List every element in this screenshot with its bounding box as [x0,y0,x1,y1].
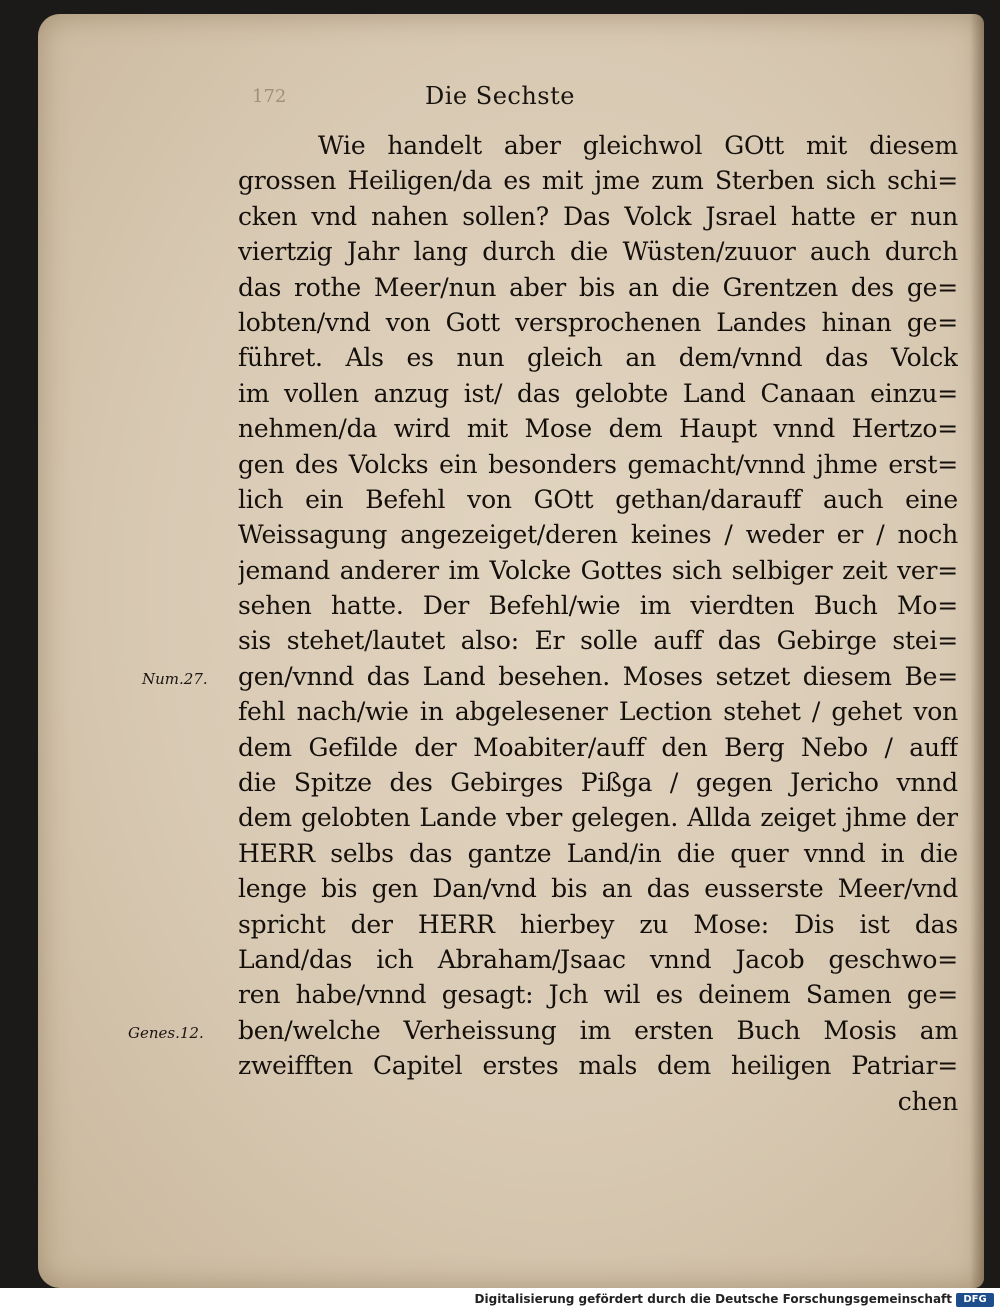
text-line: zweifften Capitel erstes mals dem heiligen Patriar= [238,1051,958,1081]
footer-bar [0,1288,1000,1313]
funding-credit: Digitalisierung gefördert durch die Deutsche Forschungsgemeinschaft [474,1292,952,1306]
text-line: dem gelobten Lande vber gelegen. Allda zeiget jhme der [238,803,958,833]
text-line: lobten/vnd von Gott versprochenen Landes hinan ge= [238,307,958,337]
text-line: fehl nach/wie in abgelesener Lection stehet / gehet von [238,697,958,727]
text-line: grossen Heiligen/da es mit jme zum Sterben sich schi= [238,166,958,196]
text-block [238,128,958,1119]
text-line: ben/welche Verheissung im ersten Buch Mosis am [238,1015,958,1045]
text-line: cken vnd nahen sollen? Das Volck Jsrael hatte er nun [238,201,958,231]
text-line: gen des Volcks ein besonders gemacht/vnnd jhme erst= [238,449,958,479]
margin-note-genes: Genes.12. [128,1024,204,1042]
text-line: jemand anderer im Volcke Gottes sich selbiger zeit ver= [238,555,958,585]
page-edge-shadow [970,14,984,1288]
running-head: Die Sechste [425,82,575,110]
text-line: spricht der HERR hierbey zu Mose: Dis ist das [238,909,958,939]
page-number: 172 [252,86,287,107]
text-line: führet. Als es nun gleich an dem/vnnd das Volck [238,343,958,373]
text-line: Wie handelt aber gleichwol GOtt mit diesem [318,131,958,160]
text-line: Weissagung angezeiget/deren keines / weder er / noch [238,520,958,550]
text-line: sis stehet/lautet also: Er solle auff das Gebirge stei= [238,626,958,656]
text-line: ren habe/vnnd gesagt: Jch wil es deinem Samen ge= [238,980,958,1010]
text-line: das rothe Meer/nun aber bis an die Grentzen des ge= [238,272,958,302]
dfg-logo-icon: DFG [956,1293,994,1307]
catchword: chen [897,1086,958,1116]
text-line: nehmen/da wird mit Mose dem Haupt vnnd Hertzo= [238,414,958,444]
text-line: Land/das ich Abraham/Jsaac vnnd Jacob geschwo= [238,944,958,974]
text-line: sehen hatte. Der Befehl/wie im vierdten Buch Mo= [238,591,958,621]
text-line: gen/vnnd das Land besehen. Moses setzet diesem Be= [238,661,958,691]
text-line: viertzig Jahr lang durch die Wüsten/zuuor auch durch [238,237,958,267]
text-line: im vollen anzug ist/ das gelobte Land Canaan einzu= [238,378,958,408]
margin-note-num: Num.27. [142,670,208,688]
text-line: lich ein Befehl von GOtt gethan/darauff auch eine [238,484,958,514]
text-line: HERR selbs das gantze Land/in die quer vnnd in die [238,838,958,868]
text-line: die Spitze des Gebirges Pißga / gegen Jericho vnnd [238,768,958,798]
text-line: lenge bis gen Dan/vnd bis an das eusserste Meer/vnd [238,874,958,904]
text-line: dem Gefilde der Moabiter/auff den Berg Nebo / auff [238,732,958,762]
